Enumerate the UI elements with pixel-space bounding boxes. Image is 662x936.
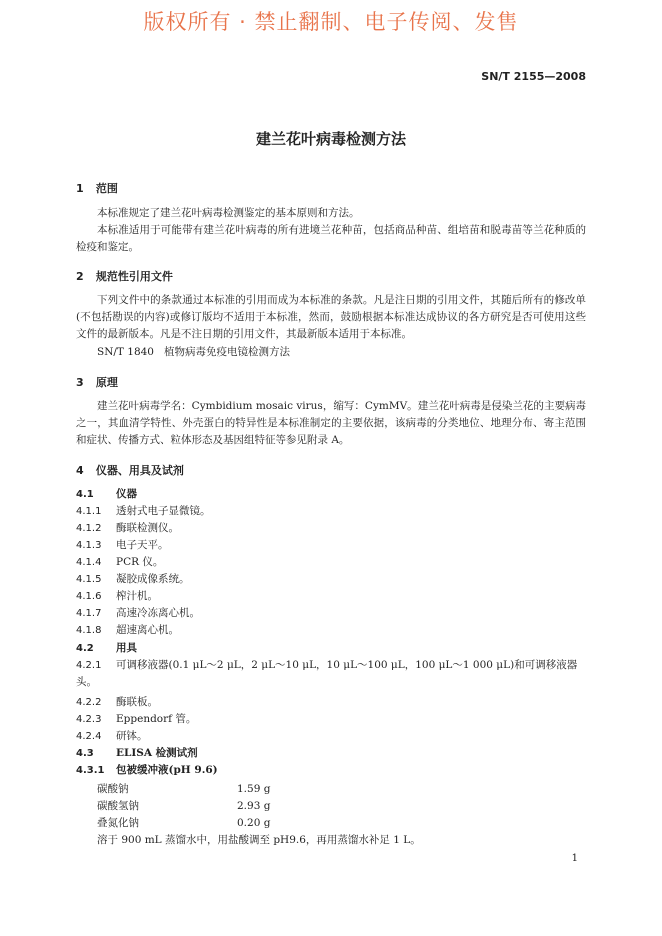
reference-title: 植物病毒免疫电镜检测方法	[164, 346, 290, 358]
subsection-4-1	[76, 486, 586, 503]
item-number: 4.1.3	[76, 540, 102, 551]
reagent-amount: 2.93 g	[237, 800, 271, 812]
section-1-paragraph-1: 本标准规定了建兰花叶病毒检测鉴定的基本原则和方法。	[97, 207, 360, 219]
item-text: 榨汁机。	[116, 590, 158, 602]
tool-item	[76, 694, 586, 711]
section-4-heading	[76, 462, 184, 478]
subsection-4-3-1	[76, 762, 586, 779]
item-number: 4.2.2	[76, 697, 102, 708]
section-number: 3	[76, 376, 84, 389]
reagent-amount: 0.20 g	[237, 817, 271, 829]
section-number: 4	[76, 464, 84, 477]
section-3-paragraph-1: 建兰花叶病毒学名：Cymbidium mosaic virus，缩写：CymMV。建兰花叶病毒是侵染兰花的主要病毒之一，其血清学特性、外壳蛋白的特异性是本标准制定的主要依据，该病毒的分类地位、地理分布、寄主范围和症状、传播方式、粒体形态及基因组特征等参见附录 A。	[76, 400, 586, 446]
document-title: 建兰花叶病毒检测方法	[255, 130, 406, 148]
item-number: 4.2.3	[76, 714, 102, 725]
instrument-item	[76, 503, 586, 520]
section-2-reference	[76, 344, 586, 361]
item-text: 酶联检测仪。	[116, 522, 179, 534]
subsection-number: 4.2	[76, 643, 94, 654]
reagent-note: 溶于 900 mL 蒸馏水中，用盐酸调至 pH9.6，再用蒸馏水补足 1 L。	[97, 834, 421, 846]
subsection-title: 包被缓冲液(pH 9.6)	[116, 764, 218, 776]
subsection-title: 仪器	[116, 488, 137, 500]
instrument-item	[76, 520, 586, 537]
instrument-item	[76, 571, 586, 588]
instrument-item	[76, 605, 586, 622]
item-number: 4.1.2	[76, 523, 102, 534]
item-number: 4.1.1	[76, 506, 102, 517]
tool-item	[76, 657, 586, 691]
item-number: 4.1.8	[76, 625, 102, 636]
item-text: 高速冷冻离心机。	[116, 607, 200, 619]
item-text: 电子天平。	[116, 539, 169, 551]
watermark: 版权所有 · 禁止翻制、电子传阅、发售	[143, 10, 519, 34]
section-title: 原理	[95, 376, 118, 389]
reagent-row	[97, 781, 270, 796]
item-text: 可调移液器(0.1 μL～2 μL，2 μL～10 μL，10 μL～100 μL，100 μL～1 000 μL)和可调移液器头。	[76, 659, 578, 688]
tool-item	[76, 711, 586, 728]
page-number: 1	[571, 853, 578, 864]
item-text: PCR 仪。	[116, 556, 164, 568]
instrument-item	[76, 588, 586, 605]
section-2-paragraph-1: 下列文件中的条款通过本标准的引用而成为本标准的条款。凡是注日期的引用文件，其随后所有的修改单(不包括勘误的内容)或修订版均不适用于本标准，然而，鼓励根据本标准达成协议的各方研究是否可使用这些文件的最新版本。凡是不注日期的引用文件，其最新版本适用于本标准。	[76, 294, 586, 340]
section-1-heading	[76, 180, 118, 196]
reagent-name: 叠氮化钠	[97, 817, 139, 829]
section-1-paragraph-2: 本标准适用于可能带有建兰花叶病毒的所有进境兰花种苗，包括商品种苗、组培苗和脱毒苗等兰花种质的检疫和鉴定。	[76, 224, 586, 253]
section-title: 仪器、用具及试剂	[95, 464, 184, 477]
standard-code: SN/T 2155—2008	[481, 70, 586, 83]
item-text: 超速离心机。	[116, 624, 179, 636]
section-number: 2	[76, 270, 84, 283]
subsection-number: 4.3	[76, 748, 94, 759]
instrument-item	[76, 622, 586, 639]
item-text: Eppendorf 管。	[116, 713, 197, 725]
section-title: 范围	[95, 182, 118, 195]
reagent-row	[97, 798, 270, 813]
instrument-item	[76, 537, 586, 554]
item-number: 4.1.5	[76, 574, 102, 585]
item-number: 4.1.6	[76, 591, 102, 602]
reagent-name: 碳酸氢钠	[97, 800, 139, 812]
item-text: 酶联板。	[116, 696, 158, 708]
item-number: 4.2.1	[76, 660, 102, 671]
subsection-title: 用具	[116, 642, 137, 654]
subsection-number: 4.3.1	[76, 765, 105, 776]
subsection-title: ELISA 检测试剂	[116, 747, 198, 759]
item-text: 凝胶成像系统。	[116, 573, 190, 585]
reference-code: SN/T 1840	[97, 346, 154, 358]
section-3-heading	[76, 374, 118, 390]
section-number: 1	[76, 182, 84, 195]
reagent-amount: 1.59 g	[237, 783, 271, 795]
item-number: 4.1.7	[76, 608, 102, 619]
item-number: 4.2.4	[76, 731, 102, 742]
section-2-heading	[76, 268, 173, 284]
reagent-name: 碳酸钠	[97, 783, 129, 795]
subsection-number: 4.1	[76, 489, 94, 500]
tool-item	[76, 728, 586, 745]
item-text: 研钵。	[116, 730, 148, 742]
instrument-item	[76, 554, 586, 571]
subsection-4-2	[76, 640, 586, 657]
reagent-row	[97, 815, 270, 830]
item-text: 透射式电子显微镜。	[116, 505, 211, 517]
subsection-4-3	[76, 745, 586, 762]
item-number: 4.1.4	[76, 557, 102, 568]
section-title: 规范性引用文件	[95, 270, 173, 283]
